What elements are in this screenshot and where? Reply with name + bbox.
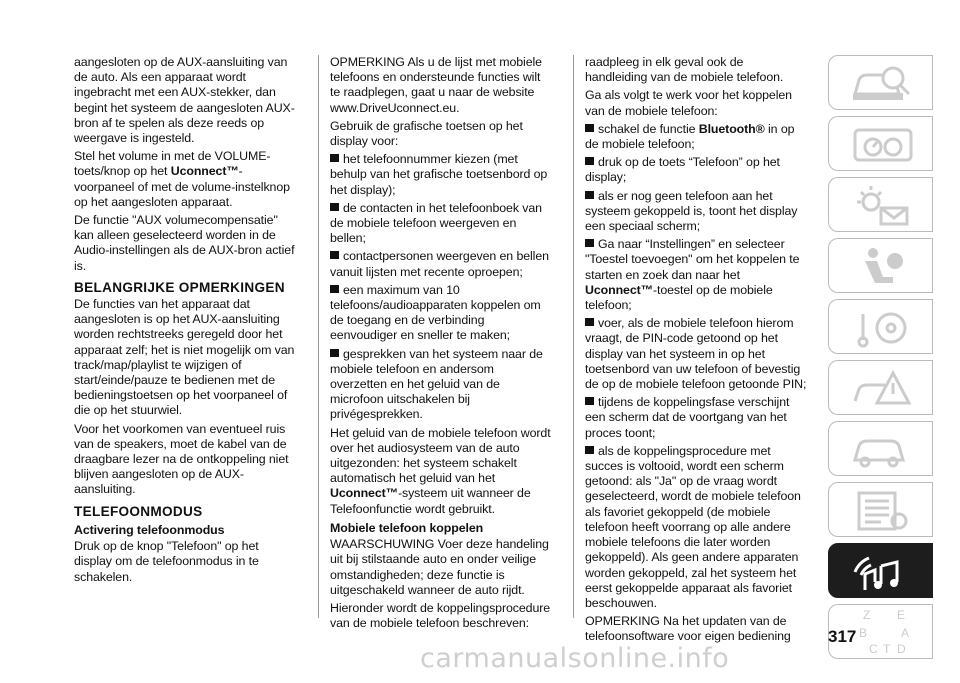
index-letter: E: [897, 608, 906, 622]
paragraph: De functies van het apparaat dat aangesloten is op het AUX-aansluiting worden rechtstreeks geregeld door het apparaat zelf; het is niet mogelijk om van track/map/playlist te wijzigen of start/einde/pauze te bedienen met de bedieningstoetsen op het voorpaneel of die op het stuurwiel.: [74, 297, 295, 418]
car-service-icon: [829, 422, 933, 476]
page-number: 317: [828, 627, 857, 646]
index-letter: A: [901, 626, 910, 640]
bullet-item: voer, als de mobiele telefoon hierom vraagt, de PIN-code getoond op het display van het systeem in op het toetsenbord van uw telefoon of bevestig de op de mobiele telefoon getoonde PIN;: [585, 316, 807, 392]
spec-sheet-icon: [829, 483, 933, 537]
paragraph: Stel het volume in met de VOLUME-toets/knop op het Uconnect™-voorpaneel of met de volume-instelknop op het aangesloten apparaat.: [74, 149, 290, 209]
subsection-heading: Mobiele telefoon koppelen: [330, 520, 484, 535]
bullet-icon: [330, 203, 339, 211]
index-letter: B: [859, 626, 868, 640]
dashboard-icon: [829, 117, 933, 171]
column-divider-1: [318, 55, 319, 618]
tab-technical-data[interactable]: [828, 482, 933, 537]
index-letter: D: [897, 642, 906, 656]
tab-emergency[interactable]: [828, 360, 933, 415]
bullet-icon: [330, 154, 339, 162]
index-letter: C: [869, 642, 878, 656]
text-column-2: [330, 55, 552, 634]
bullet-item: tijdens de koppelingsfase verschijnt een scherm dat de voortgang van het proces toont;: [585, 395, 790, 440]
steering-wheel-key-icon: [829, 300, 933, 354]
tab-safety-lights[interactable]: [828, 177, 933, 232]
bullet-item: een maximum van 10 telefoons/audioapparaten koppelen om de toegang en de verbinding eenvoudiger en sneller te maken;: [330, 282, 541, 343]
bullet-icon: [330, 285, 339, 293]
bullet-icon: [585, 397, 594, 405]
index-letter: T: [883, 642, 891, 656]
bullet-item: contactpersonen weergeven en bellen vanuit lijsten met recente oproepen;: [330, 249, 549, 279]
tab-starting-driving[interactable]: [828, 299, 933, 354]
paragraph: Gebruik de grafische toetsen op het display voor:: [330, 118, 523, 149]
bullet-icon: [585, 446, 594, 454]
column-divider-2: [573, 55, 574, 618]
text-column-3: [585, 55, 807, 648]
tab-maintenance[interactable]: [828, 421, 933, 476]
paragraph: OPMERKING Na het updaten van de telefoonsoftware voor eigen bediening: [585, 614, 791, 644]
tab-safety[interactable]: [828, 238, 933, 293]
index-letter: Z: [863, 608, 871, 622]
paragraph: WAARSCHUWING Voer deze handeling uit bij stilstaande auto en onder veilige omstandigheden; deze functie is uitgeschakeld wanneer de auto rijdt.: [330, 537, 549, 597]
bullet-item: gesprekken van het systeem naar de mobiele telefoon en andersom overzetten en het geluid van de microfoon uitschakelen bij privégesprekken.: [330, 346, 543, 422]
paragraph: Hieronder wordt de koppelingsprocedure van de mobiele telefoon beschreven:: [330, 600, 551, 631]
section-heading: BELANGRIJKE OPMERKINGEN: [74, 279, 285, 295]
paragraph: OPMERKING Als u de lijst met mobiele telefoons en ondersteunde functies wilt te raadplegen, gaat u naar de website www.DriveUconnect.eu.: [330, 55, 542, 115]
bullet-icon: [585, 157, 594, 165]
watermark: carmanualsonline.info: [420, 643, 730, 674]
bullet-icon: [585, 191, 594, 199]
section-heading: TELEFOONMODUS: [74, 503, 203, 519]
warning-car-icon: [829, 361, 933, 415]
bullet-icon: [585, 239, 594, 247]
tab-getting-to-know[interactable]: [828, 55, 933, 110]
bullet-item: druk op de toets “Telefoon” op het display;: [585, 155, 780, 185]
lights-envelope-icon: [829, 178, 933, 232]
paragraph: aangesloten op de AUX-aansluiting van de auto. Als een apparaat wordt ingebracht met een AUX-stekker, dan begint het systeem de aangesloten AUX-bron af te spelen als deze reeds op weergave is ingesteld.: [74, 55, 295, 146]
bullet-icon: [585, 318, 594, 326]
bullet-item: Ga naar “Instellingen” en selecteer "Toestel toevoegen" om het koppelen te starten en zoek dan naar het Uconnect™-toestel op de mobiele telefoon;: [585, 237, 800, 313]
paragraph: Ga als volgt te werk voor het koppelen van de mobiele telefoon:: [585, 88, 792, 118]
airbag-seat-icon: [829, 239, 933, 293]
text-column-1: [74, 55, 296, 588]
paragraph: De functie "AUX volumecompensatie" kan alleen geselecteerd worden in de Audio-instellingen als de AUX-bron actief is.: [74, 213, 295, 273]
bullet-icon: [330, 251, 339, 259]
bullet-icon: [330, 349, 339, 357]
bullet-item: de contacten in het telefoonboek van de mobiele telefoon weergeven en bellen;: [330, 200, 542, 246]
bullet-icon: [585, 124, 594, 132]
paragraph: Voor het voorkomen van eventueel ruis van de speakers, moet de kabel van de draagbare lezer na de ontkoppeling niet blijven aangesloten op de AUX-aansluiting.: [74, 421, 289, 497]
bullet-item: het telefoonnummer kiezen (met behulp van het grafische toetsenbord op het display);: [330, 152, 548, 197]
subsection-heading: Activering telefoonmodus: [74, 522, 225, 537]
tab-dashboard[interactable]: [828, 116, 933, 171]
paragraph: Het geluid van de mobiele telefoon wordt over het audiosysteem van de auto uitgezonden: het systeem schakelt automatisch het geluid van het Uconnect™-systeem uit wanneer de Telefoonfunctie wordt gebruikt.: [330, 425, 551, 516]
multimedia-icon: [829, 544, 933, 598]
chapter-tabs: [828, 55, 935, 665]
bullet-item: schakel de functie Bluetooth® in op de mobiele telefoon;: [585, 121, 795, 152]
bullet-item: als de koppelingsprocedure met succes is voltooid, wordt een scherm getoond: als "Ja" op de vraag wordt geselecteerd, wordt de mobiele telefoon als favoriet gekoppeld (de mobiele telefoon heeft voorrang op alle andere mobiele telefoons die later worden gekoppeld). Als geen andere apparaten worden gekoppeld, zal het systeem het eerst gekoppelde apparaat als favoriet beschouwen.: [585, 443, 801, 610]
paragraph: Druk op de knop "Telefoon" op het display om de telefoonmodus in te schakelen.: [74, 539, 259, 584]
car-search-icon: [829, 56, 933, 110]
paragraph: raadpleeg in elk geval ook de handleiding van de mobiele telefoon.: [585, 55, 784, 85]
bullet-item: als er nog geen telefoon aan het systeem gekoppeld is, toont het display een speciaal scherm;: [585, 188, 798, 234]
tab-multimedia[interactable]: [828, 543, 933, 598]
